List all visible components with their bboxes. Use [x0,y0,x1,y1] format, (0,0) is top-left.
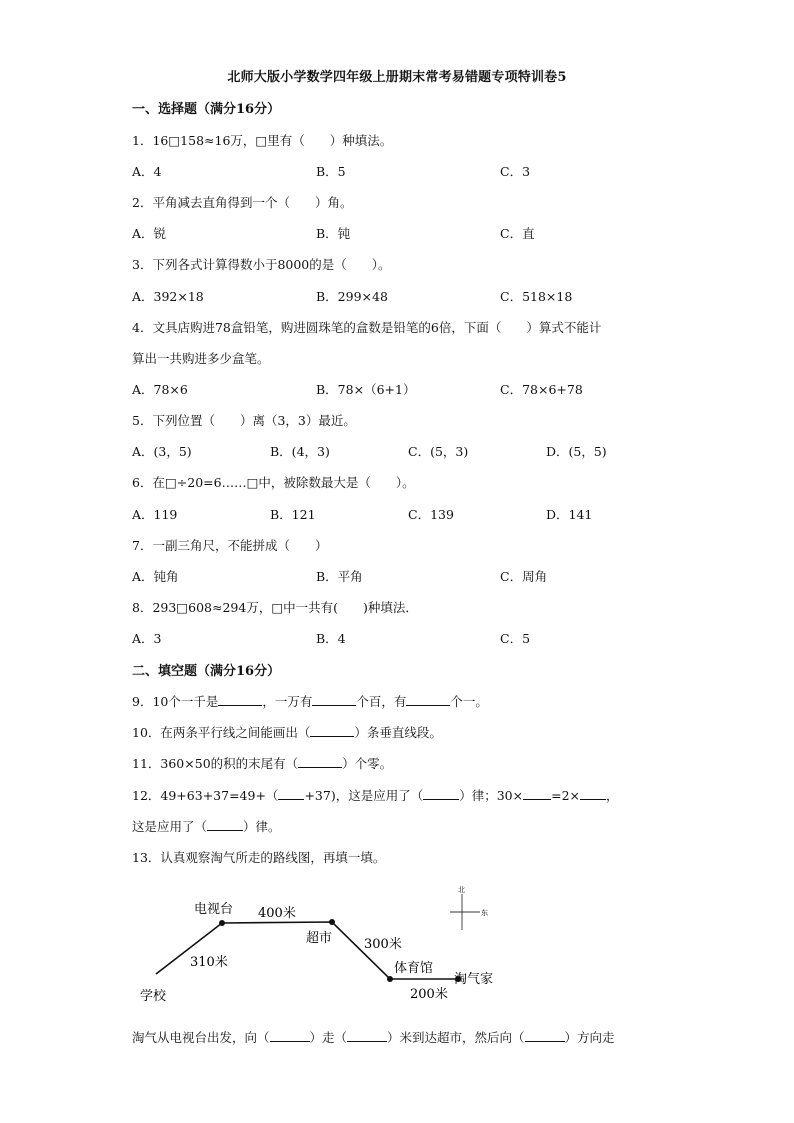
q9-blank-2[interactable] [312,694,356,706]
label-home: 淘气家 [454,972,494,987]
q4-stem-line1: 4．文具店购进78盒铅笔，购进圆珠笔的盒数是铅笔的6倍，下面（ ）算式不能计 [132,320,602,335]
q8-stem: 8．293□608≈294万，□中一共有( )种填法． [132,600,418,615]
q9-blank-3[interactable] [406,694,450,706]
q10-text-1: 10．在两条平行线之间能画出（ [132,725,311,740]
q6-option-a: A．119 [132,507,178,522]
q11-blank[interactable] [298,756,342,768]
q6-option-d: D．141 [546,507,593,522]
q5-stem: 5．下列位置（ ）离（3，3）最近。 [132,413,356,428]
q13-blank-3[interactable] [525,1030,565,1042]
q13-stem: 13．认真观察淘气所走的路线图，再填一填。 [132,850,386,865]
label-market: 超市 [306,931,333,946]
q4-option-c: C．78×6+78 [500,382,583,397]
q2-option-b: B．钝 [316,226,351,241]
q12-blank-1[interactable] [278,788,304,800]
compass-icon [450,885,488,930]
q9-line [132,692,488,710]
label-tv-station: 电视台 [194,902,234,917]
label-school: 学校 [140,989,167,1004]
q9-blank-1[interactable] [218,694,262,706]
q8-option-b: B．4 [316,631,346,646]
q5-option-d: D．(5，5) [546,444,607,459]
gym-dot [387,976,393,982]
compass-east: 东 [481,909,488,917]
q3-stem: 3．下列各式计算得数小于8000的是（ ）。 [132,257,391,272]
q10-text-2: ）条垂直线段。 [354,725,442,740]
label-gym: 体育馆 [394,961,434,976]
q12-blank-5[interactable] [207,819,243,831]
q13-blank-1[interactable] [270,1030,310,1042]
q11-text-2: ）个零。 [342,756,393,771]
distance-gym-home: 200米 [410,987,448,1002]
q10-blank[interactable] [310,725,354,737]
q9-text-2: ，一万有 [262,694,313,709]
q11-text-1: 11．360×50的积的末尾有（ [132,756,299,771]
q10-line [132,723,442,741]
market-dot [329,919,335,925]
tv-station-dot [219,920,225,926]
q12-text-3: ）律；30× [459,788,524,803]
q12-text-5: ， [606,788,619,803]
q6-stem: 6．在□÷20=6……□中，被除数最大是（ ）。 [132,475,415,490]
q8-option-a: A．3 [132,631,162,646]
q2-option-c: C．直 [500,226,535,241]
route-map [132,880,532,1020]
q7-option-b: B．平角 [316,569,363,584]
q3-option-c: C．518×18 [500,289,573,304]
q4-option-b: B．78×（6+1） [316,382,416,397]
distance-school-tv: 310米 [190,955,228,970]
q7-stem: 7．一副三角尺，不能拼成（ ） [132,538,328,553]
section-heading-choice: 一、选择题（满分16分） [132,102,281,117]
q13-blank-2[interactable] [347,1030,387,1042]
q12-blank-4[interactable] [580,788,606,800]
q9-text-1: 9．10个一千是 [132,694,219,709]
q2-option-a: A．锐 [132,226,167,241]
section-heading-fill: 二、填空题（满分16分） [132,664,281,679]
q5-option-a: A．(3，5) [132,444,192,459]
q13-text-2: ）走（ [309,1030,348,1045]
q12-text-2: +37)，这是应用了（ [304,788,424,803]
q6-option-c: C．139 [408,507,454,522]
q4-stem-line2: 算出一共购进多少盒笔。 [132,351,270,366]
q8-option-c: C．5 [500,631,531,646]
q13-text-4: ）方向走 [564,1030,615,1045]
q11-line [132,754,392,772]
q5-option-c: C．(5，3) [408,444,469,459]
q4-option-a: A．78×6 [132,382,188,397]
q12-text-4: =2× [551,788,580,803]
q12-blank-2[interactable] [423,788,459,800]
compass-north: 北 [458,886,465,894]
q3-option-a: A．392×18 [132,289,204,304]
q2-stem: 2．平角减去直角得到一个（ ）角。 [132,195,353,210]
distance-market-gym: 300米 [364,937,402,952]
q12-text-1: 12．49+63+37=49+（ [132,788,279,803]
q12-line2 [132,817,281,835]
q1-option-b: B．5 [316,164,346,179]
q12-text-7: ）律。 [243,819,281,834]
q7-option-a: A．钝角 [132,569,179,584]
q5-option-b: B．(4，3) [270,444,330,459]
q1-option-c: C．3 [500,164,531,179]
q13-text-3: ）米到达超市，然后向（ [387,1030,525,1045]
q9-text-4: 个一。 [450,694,488,709]
q12-blank-3[interactable] [523,788,551,800]
q12-text-6: 这是应用了（ [132,819,208,834]
q7-option-c: C．周角 [500,569,548,584]
page-title: 北师大版小学数学四年级上册期末常考易错题专项特训卷5 [227,70,567,85]
q13-text-1: 淘气从电视台出发，向（ [132,1030,270,1045]
q1-option-a: A．4 [132,164,162,179]
distance-tv-market: 400米 [258,906,296,921]
q1-stem: 1．16□158≈16万，□里有（ ）种填法。 [132,133,393,148]
q13-fill-line [132,1028,615,1046]
q3-option-b: B．299×48 [316,289,388,304]
q9-text-3: 个百，有 [356,694,407,709]
q6-option-b: B．121 [270,507,316,522]
q12-line1 [132,786,619,804]
